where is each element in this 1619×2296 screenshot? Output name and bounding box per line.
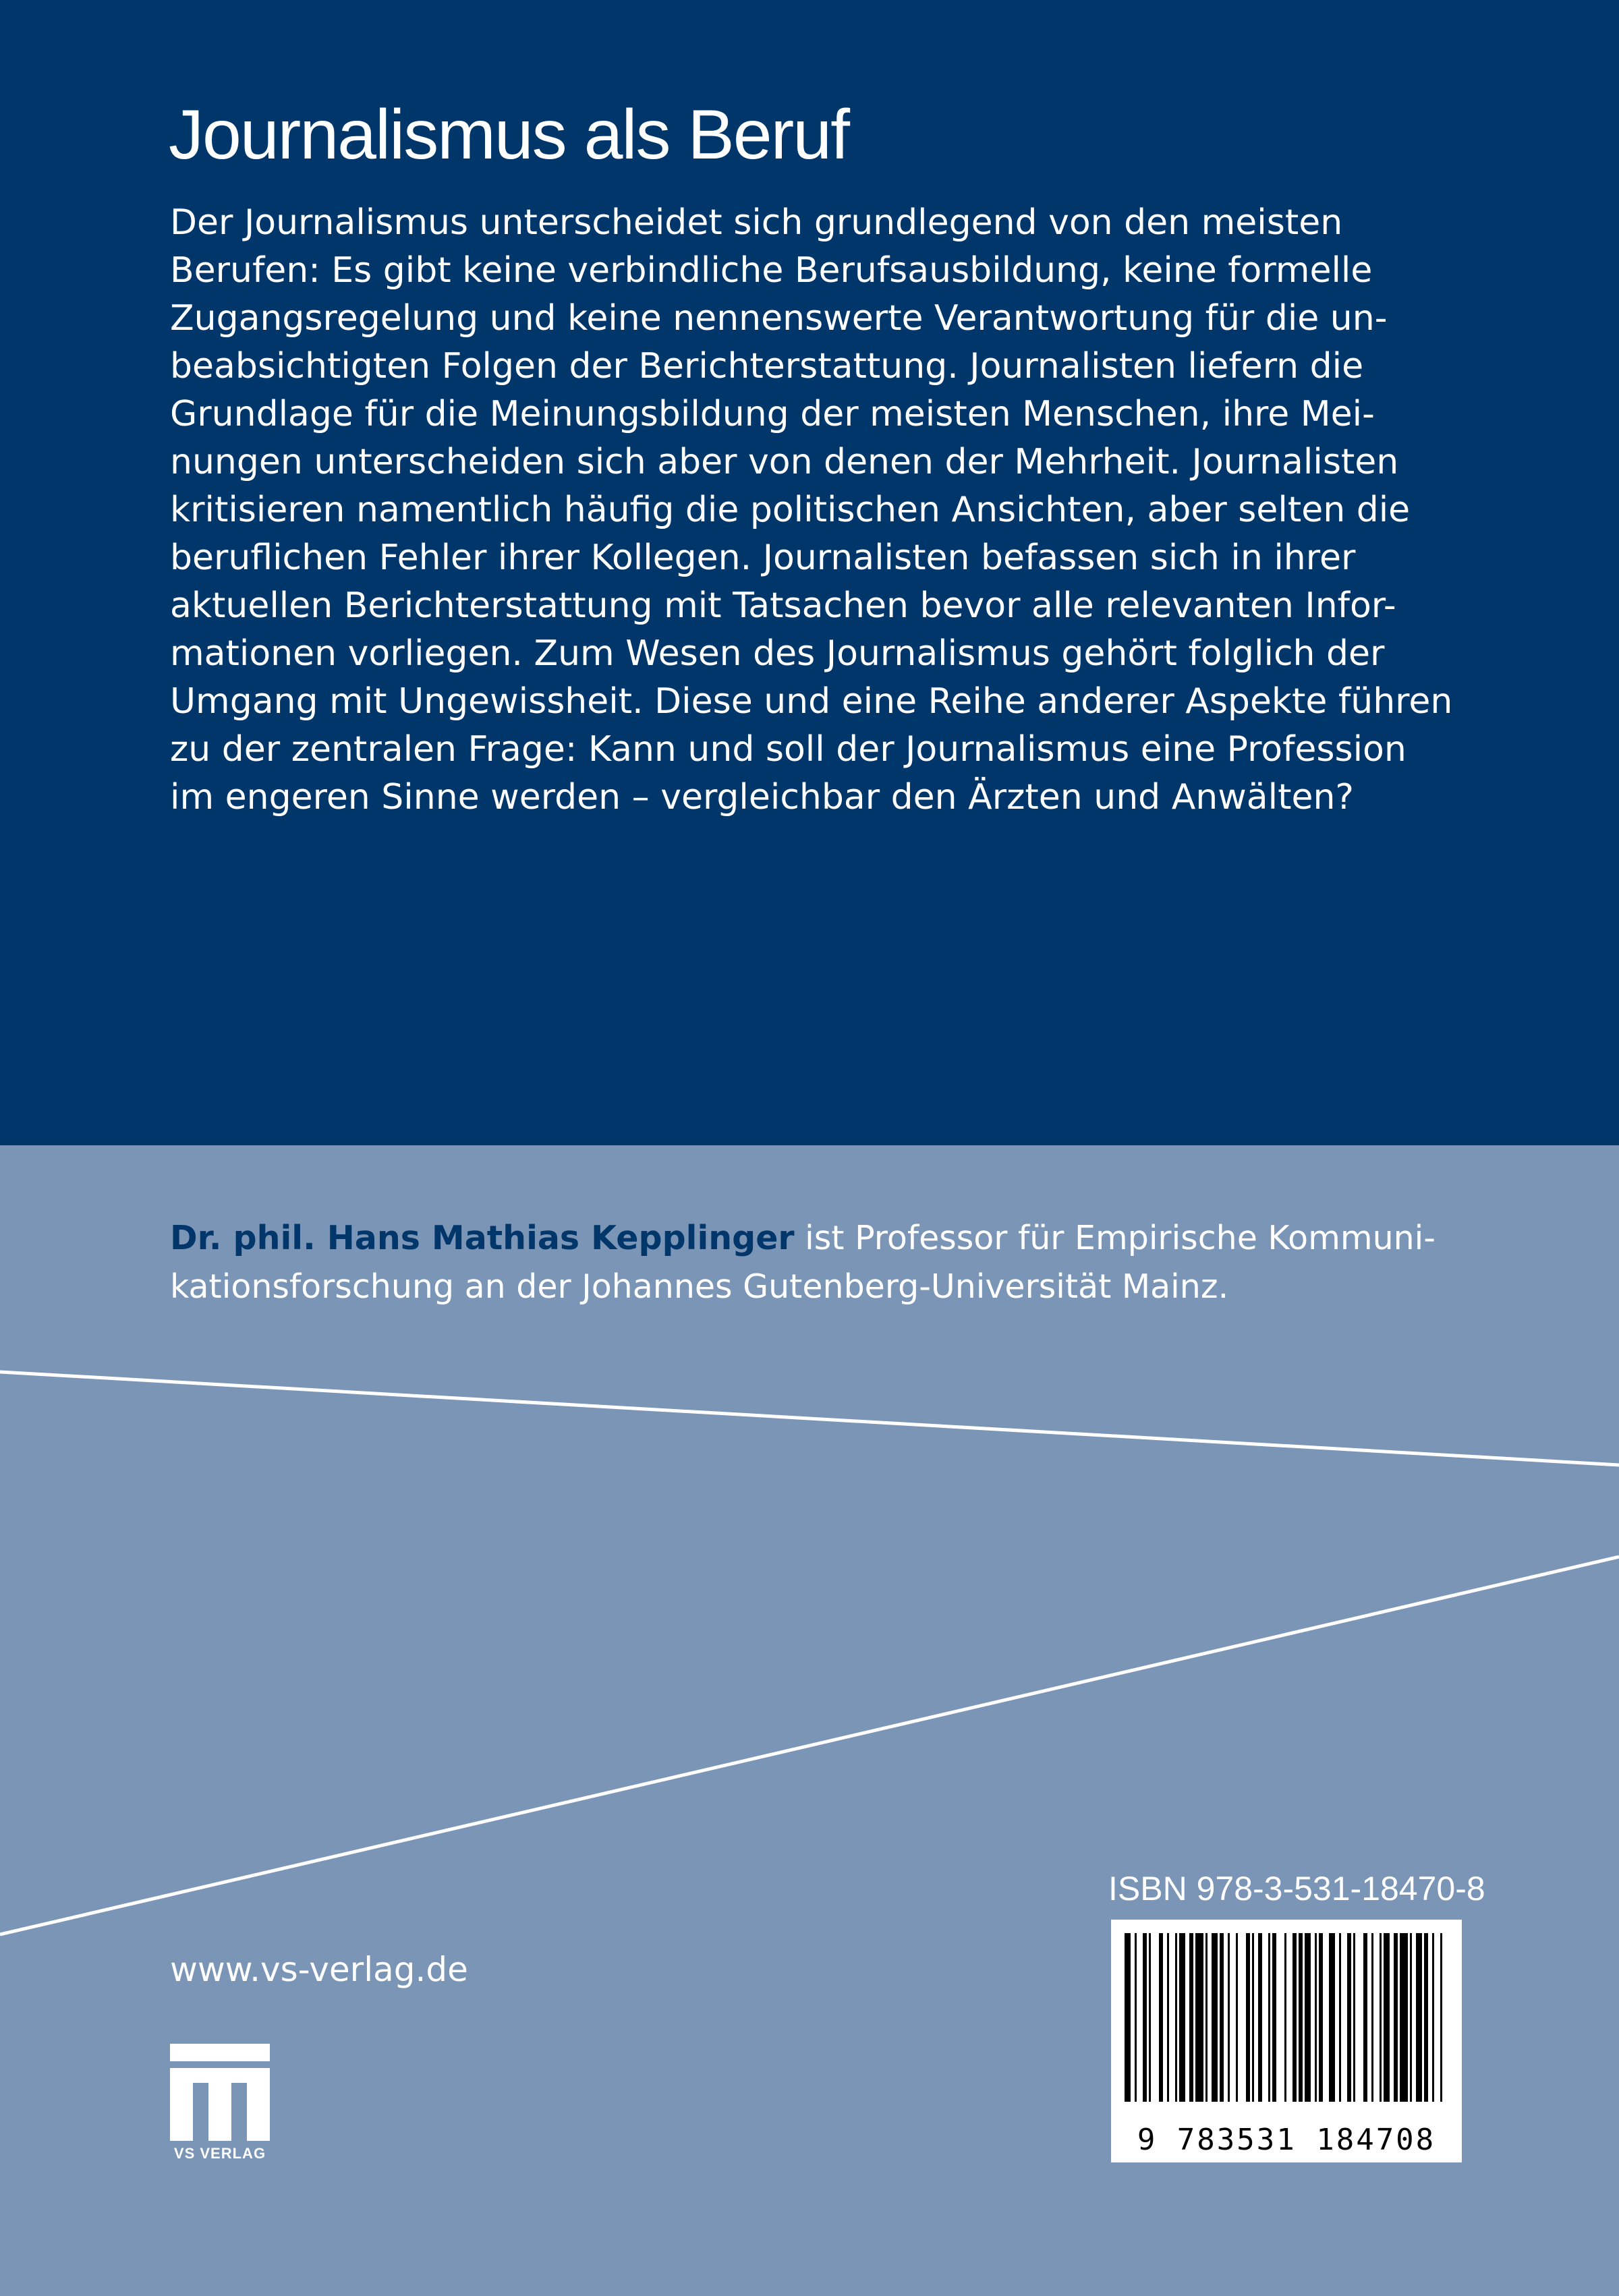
barcode-bar [1305, 1933, 1311, 2102]
barcode-bar [1432, 1933, 1434, 2102]
author-bio [170, 1214, 1492, 1311]
blurb-line: im engeren Sinne werden – vergleichbar den Ärzten und Anwälten? [170, 777, 1354, 817]
blurb-line: Zugangsregelung und keine nennenswerte Verantwortung für die un- [170, 298, 1388, 339]
barcode-bar [1167, 1933, 1169, 2102]
blurb-line: beruflichen Fehler ihrer Kollegen. Journalisten befassen sich in ihrer [170, 538, 1356, 578]
barcode-bar [1246, 1933, 1250, 2102]
barcode-bar [1143, 1933, 1147, 2102]
blurb-line: Umgang mit Ungewissheit. Diese und eine Reihe anderer Aspekte führen [170, 681, 1453, 722]
barcode-bar [1319, 1933, 1323, 2102]
barcode-bar [1371, 1933, 1373, 2102]
book-title: Journalismus als Beruf [169, 96, 849, 174]
decorative-line-upper [0, 1372, 1619, 1465]
barcode-bar [1268, 1933, 1270, 2102]
barcode-bar [1179, 1933, 1185, 2102]
barcode-bar [1380, 1933, 1382, 2102]
isbn-barcode [1111, 1920, 1462, 2162]
barcode-bar [1329, 1933, 1335, 2102]
barcode-bar [1394, 1933, 1398, 2102]
barcode-bar [1236, 1933, 1238, 2102]
blurb-line: kritisieren namentlich häufig die politischen Ansichten, aber selten die [170, 490, 1411, 530]
blurb-line: zu der zentralen Frage: Kann und soll der Journalismus eine Profession [170, 729, 1407, 770]
publisher-logo-text: VS VERLAG [173, 2145, 266, 2162]
barcode-bar [1353, 1933, 1355, 2102]
blurb-text [170, 199, 1452, 822]
barcode-bar [1440, 1933, 1442, 2102]
author-bio-text: ist Professor für Empirische Kommuni- [794, 1219, 1436, 1257]
barcode-bar [1220, 1933, 1224, 2102]
barcode-bar [1159, 1933, 1163, 2102]
barcode-bar [1189, 1933, 1193, 2102]
barcode-bar [1339, 1933, 1341, 2102]
barcode-bar [1410, 1933, 1412, 2102]
vs-verlag-logo-icon [170, 2044, 270, 2142]
barcode-bar [1252, 1933, 1254, 2102]
barcode-bar [1205, 1933, 1208, 2102]
isbn-label: ISBN 978-3-531-18470-8 [1108, 1870, 1485, 1907]
barcode-bar [1424, 1933, 1428, 2102]
barcode-bar [1149, 1933, 1151, 2102]
author-bio-line [170, 1214, 1492, 1263]
barcode-bar [1293, 1933, 1297, 2102]
publisher-url: www.vs-verlag.de [170, 1950, 468, 1989]
barcode-bar [1195, 1933, 1203, 2102]
blurb-line: Der Journalismus unterscheidet sich grundlegend von den meisten [170, 202, 1343, 243]
barcode-bar [1416, 1933, 1422, 2102]
barcode-bar [1212, 1933, 1218, 2102]
blurb-line: nungen unterscheiden sich aber von denen der Mehrheit. Journalisten [170, 442, 1399, 482]
author-name: Dr. phil. Hans Mathias Kepplinger [170, 1219, 795, 1257]
barcode-bar [1400, 1933, 1408, 2102]
author-bio-line: kationsforschung an der Johannes Gutenberg-Universität Mainz. [170, 1267, 1229, 1306]
barcode-bar [1284, 1933, 1286, 2102]
blurb-line: aktuellen Berichterstattung mit Tatsachen bevor alle relevanten Infor- [170, 585, 1396, 626]
barcode-bar [1347, 1933, 1351, 2102]
barcode-bar [1258, 1933, 1262, 2102]
barcode-bar [1363, 1933, 1367, 2102]
blurb-line: Berufen: Es gibt keine verbindliche Berufsausbildung, keine formelle [170, 250, 1373, 291]
blurb-line: beabsichtigten Folgen der Berichterstattung. Journalisten liefern die [170, 346, 1364, 386]
barcode-bar [1299, 1933, 1303, 2102]
blurb-line: Grundlage für die Meinungsbildung der meisten Menschen, ihre Mei- [170, 394, 1375, 434]
barcode-bar [1175, 1933, 1177, 2102]
publisher-logo [170, 2044, 270, 2165]
barcode-bar [1384, 1933, 1390, 2102]
barcode-bar [1315, 1933, 1317, 2102]
barcode-bar [1125, 1933, 1131, 2102]
barcode-bar [1272, 1933, 1276, 2102]
barcode-digits: 9 783531 184708 [1137, 2123, 1436, 2157]
blurb-line: mationen vorliegen. Zum Wesen des Journalismus gehört folglich der [170, 633, 1385, 674]
barcode-bar [1135, 1933, 1137, 2102]
barcode-bar [1228, 1933, 1230, 2102]
barcode-bars [1111, 1920, 1462, 2122]
